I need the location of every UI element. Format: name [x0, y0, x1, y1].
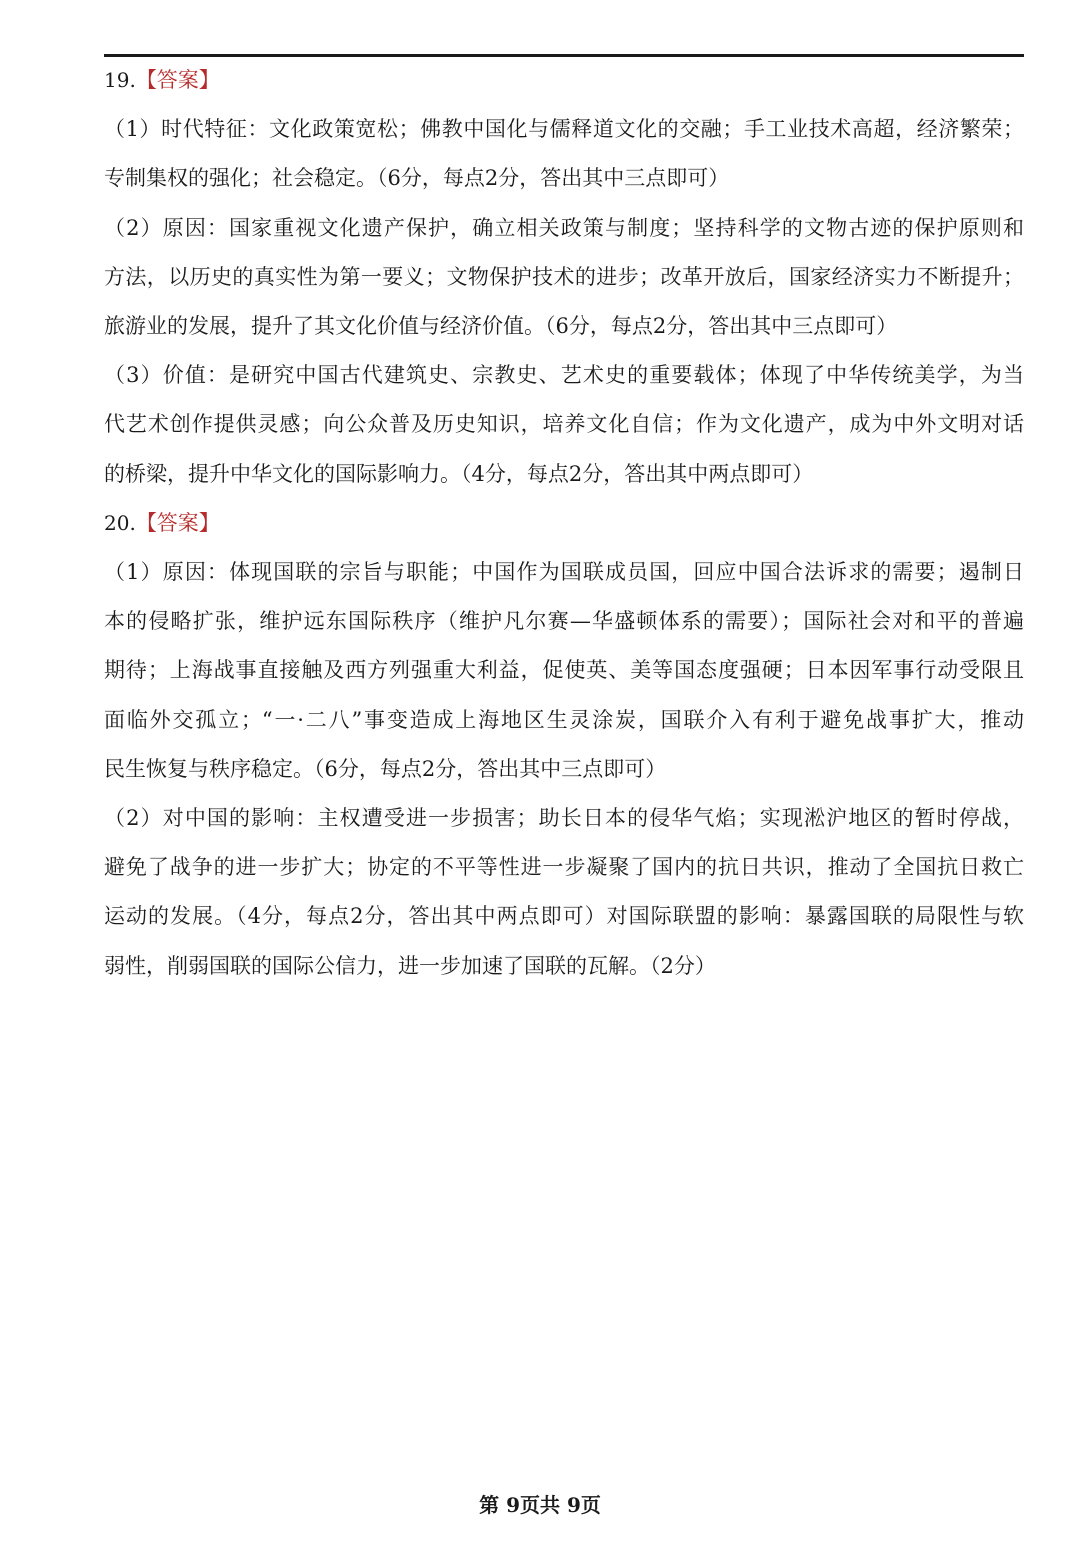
q20-line: 弱性，削弱国联的国际公信力，进一步加速了国联的瓦解。（2分）	[104, 953, 716, 978]
q19-line: 代艺术创作提供灵感；向公众普及历史知识，培养文化自信；作为文化遗产，成为中外文明对话	[104, 412, 1024, 437]
q20-line: 本的侵略扩张，维护远东国际秩序（维护凡尔赛—华盛顿体系的需要）；国际社会对和平的普遍	[104, 609, 1024, 634]
q20-line: 避免了战争的进一步扩大；协定的不平等性进一步凝聚了国内的抗日共识，推动了全国抗日救亡	[104, 855, 1024, 880]
q19-line: （3）价值：是研究中国古代建筑史、宗教史、艺术史的重要载体；体现了中华传统美学，为当	[104, 363, 1024, 388]
q20-number: 20.	[104, 510, 136, 535]
q20-line: 民生恢复与秩序稳定。（6分，每点2分，答出其中三点即可）	[104, 756, 667, 781]
answer-content	[104, 56, 1024, 991]
q20-heading	[104, 499, 1024, 548]
q19-line: （2）原因：国家重视文化遗产保护，确立相关政策与制度；坚持科学的文物古迹的保护原则和	[104, 215, 1024, 240]
q19-answer-mark: 【答案】	[135, 68, 220, 92]
q20-line: 面临外交孤立；“一·二八”事变造成上海地区生灵涂炭，国联介入有利于避免战事扩大，推动	[104, 707, 1024, 732]
q19-line: 旅游业的发展，提升了其文化价值与经济价值。（6分，每点2分，答出其中三点即可）	[104, 314, 898, 339]
q20-line: 运动的发展。（4分，每点2分，答出其中两点即可）对国际联盟的影响：暴露国联的局限性与软	[104, 904, 1024, 929]
q20-line: 期待；上海战事直接触及西方列强重大利益，促使英、美等国态度强硬；日本因军事行动受限且	[104, 658, 1024, 683]
q19-number: 19.	[104, 68, 136, 92]
q19-heading	[104, 56, 1024, 105]
q20-answer-mark: 【答案】	[135, 510, 220, 535]
q19-line: （1）时代特征：文化政策宽松；佛教中国化与儒释道文化的交融；手工业技术高超，经济繁荣；	[104, 117, 1024, 142]
q19-line: 方法，以历史的真实性为第一要义；文物保护技术的进步；改革开放后，国家经济实力不断提升；	[104, 264, 1024, 289]
page-number: 第 9页共 9页	[479, 1493, 601, 1517]
q19-line: 专制集权的强化；社会稳定。（6分，每点2分，答出其中三点即可）	[104, 166, 730, 191]
q20-line: （1）原因：体现国联的宗旨与职能；中国作为国联成员国，回应中国合法诉求的需要；遏制日	[104, 560, 1024, 585]
q19-line: 的桥梁，提升中华文化的国际影响力。（4分，每点2分，答出其中两点即可）	[104, 461, 814, 486]
q20-line: （2）对中国的影响：主权遭受进一步损害；助长日本的侵华气焰；实现淞沪地区的暂时停战，	[104, 806, 1024, 831]
